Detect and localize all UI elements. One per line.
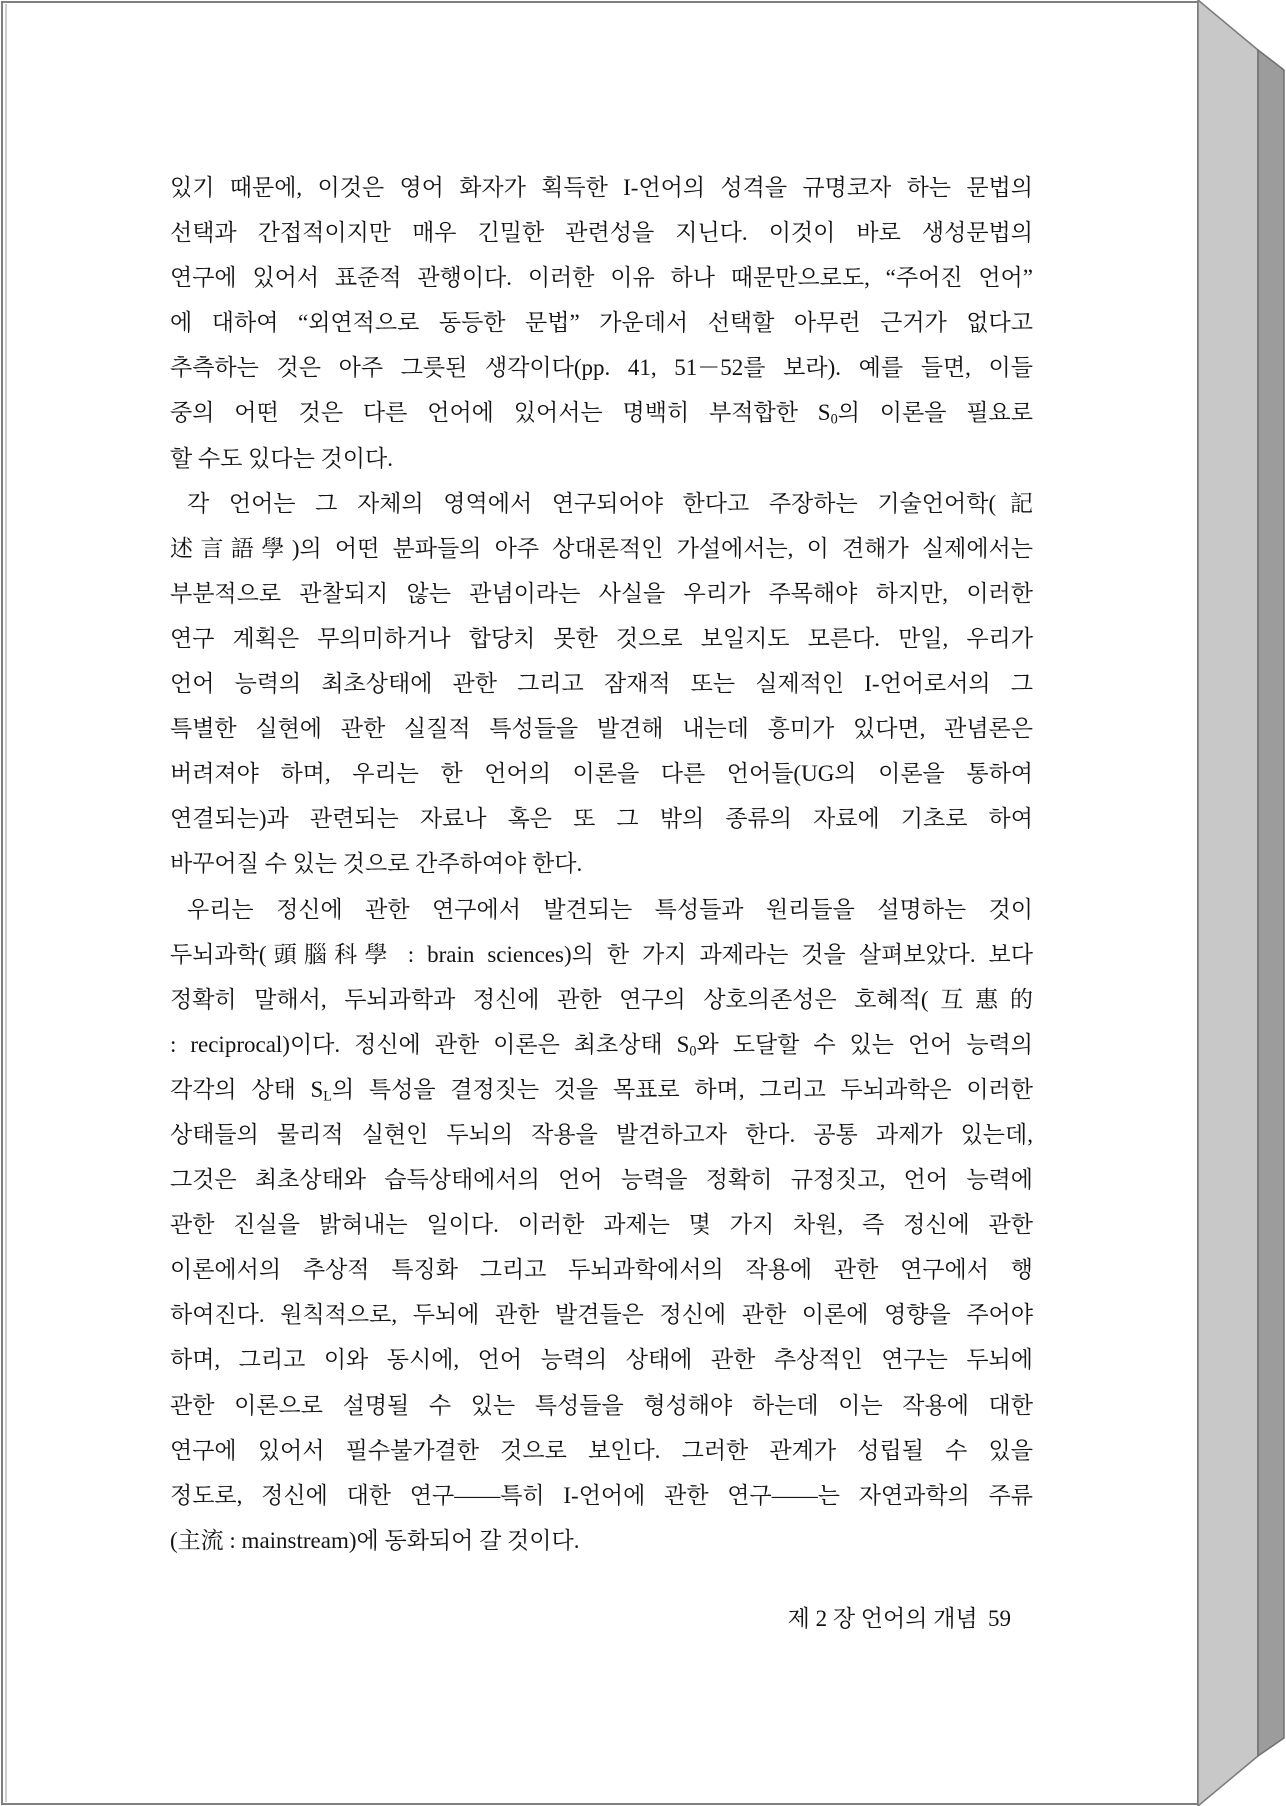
page-body	[170, 165, 1033, 1563]
text-line: 정확히 말해서, 두뇌과학과 정신에 관한 연구의 상호의존성은 호혜적(互惠的	[170, 986, 1033, 1012]
text-line: 있기 때문에, 이것은 영어 화자가 획득한 I-언어의 성격을 규명코자 하는 문법의	[170, 175, 1033, 200]
line-text: : reciprocal)이다. 정신에 관한 이론은 최초상태 S	[170, 1031, 690, 1057]
line-text: 의 이론을 필요로	[837, 400, 1033, 426]
paragraph	[170, 887, 1033, 1563]
text-line: 각 언어는 그 자체의 영역에서 연구되어야 한다고 주장하는 기술언어학(記	[187, 490, 1033, 516]
page-footer	[700, 1596, 1011, 1641]
text-line: 상태들의 물리적 실현인 두뇌의 작용을 발견하고자 한다. 공통 과제가 있는데,	[170, 1121, 1033, 1147]
subscript: 0	[830, 412, 838, 429]
text-line: 특별한 실현에 관한 실질적 특성들을 발견해 내는데 흥미가 있다면, 관념론은	[170, 716, 1033, 742]
text-line: 정도로, 정신에 대한 연구——특히 I-언어에 관한 연구——는 자연과학의 주류	[170, 1482, 1033, 1508]
text-line: 그것은 최초상태와 습득상태에서의 언어 능력을 정확히 규정짓고, 언어 능력에	[170, 1167, 1033, 1193]
text-line: 우리는 정신에 관한 연구에서 발견되는 특성들과 원리들을 설명하는 것이	[187, 896, 1033, 922]
text-line	[170, 390, 1033, 435]
text-line	[170, 1067, 1033, 1112]
text-line: 연구에 있어서 표준적 관행이다. 이러한 이유 하나 때문만으로도, “주어진 언어”	[170, 265, 1033, 291]
subscript: L	[323, 1088, 332, 1105]
running-head: 제 2 장 언어의 개념	[787, 1606, 978, 1631]
book-edge-strip	[1258, 50, 1284, 1756]
text-line: 이론에서의 추상적 특징화 그리고 두뇌과학에서의 작용에 관한 연구에서 행	[170, 1257, 1033, 1283]
text-line: 두뇌과학(頭腦科學 : brain sciences)의 한 가지 과제라는 것을 살펴보았다. 보다	[170, 941, 1033, 967]
paragraph	[170, 165, 1033, 481]
text-line: 하며, 그리고 이와 동시에, 언어 능력의 상태에 관한 추상적인 연구는 두뇌에	[170, 1347, 1033, 1373]
text-line	[170, 1022, 1033, 1067]
text-line: 述言語學)의 어떤 분파들의 아주 상대론적인 가설에서는, 이 견해가 실제에서는	[170, 535, 1033, 561]
text-line: 부분적으로 관찰되지 않는 관념이라는 사실을 우리가 주목해야 하지만, 이러한	[170, 580, 1033, 606]
text-line: 연구 계획은 무의미하거나 합당치 못한 것으로 보일지도 모른다. 만일, 우리가	[170, 625, 1033, 651]
line-text: 와 도달할 수 있는 언어 능력의	[696, 1031, 1033, 1057]
subscript: 0	[689, 1043, 697, 1060]
text-line: 하여진다. 원칙적으로, 두뇌에 관한 발견들은 정신에 관한 이론에 영향을 주어야	[170, 1302, 1033, 1328]
text-line: 언어 능력의 최초상태에 관한 그리고 잠재적 또는 실제적인 I-언어로서의 그	[170, 671, 1033, 697]
paragraph	[170, 481, 1033, 887]
text-line: 할 수도 있다는 것이다.	[170, 445, 393, 471]
text-line: 관한 이론으로 설명될 수 있는 특성들을 형성해야 하는데 이는 작용에 대한	[170, 1392, 1033, 1418]
text-line: (主流 : mainstream)에 동화되어 갈 것이다.	[170, 1527, 580, 1553]
text-line: 에 대하여 “외연적으로 동등한 문법” 가운데서 선택할 아무런 근거가 없다고	[170, 310, 1033, 336]
text-line: 연구에 있어서 필수불가결한 것으로 보인다. 그러한 관계가 성립될 수 있을	[170, 1437, 1033, 1463]
text-line: 추측하는 것은 아주 그릇된 생각이다(pp. 41, 51－52를 보라). 예를 들면, 이들	[170, 355, 1033, 381]
page-number: 59	[988, 1606, 1011, 1631]
text-line: 관한 진실을 밝혀내는 일이다. 이러한 과제는 몇 가지 차원, 즉 정신에 관한	[170, 1212, 1033, 1238]
book-edge-face	[1198, 0, 1258, 1806]
text-line: 버려져야 하며, 우리는 한 언어의 이론을 다른 언어들(UG의 이론을 통하여	[170, 761, 1033, 787]
line-text: 중의 어떤 것은 다른 언어에 있어서는 명백히 부적합한 S	[170, 400, 831, 426]
text-line: 선택과 간접적이지만 매우 긴밀한 관련성을 지닌다. 이것이 바로 생성문법의	[170, 220, 1033, 246]
text-line: 연결되는)과 관련되는 자료나 혹은 또 그 밖의 종류의 자료에 기초로 하여	[170, 806, 1033, 832]
line-text: 각각의 상태 S	[170, 1076, 324, 1102]
line-text: 의 특성을 결정짓는 것을 목표로 하며, 그리고 두뇌과학은 이러한	[332, 1076, 1033, 1102]
text-line: 바꾸어질 수 있는 것으로 간주하여야 한다.	[170, 851, 583, 877]
